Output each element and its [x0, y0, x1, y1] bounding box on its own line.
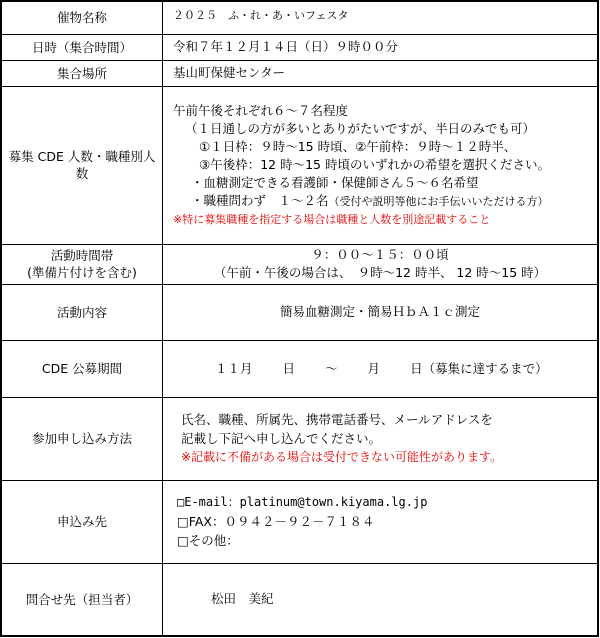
- datetime-value: 令和７年１２月１４日（日）９時００分: [163, 34, 599, 60]
- recruit-value: [163, 86, 599, 244]
- event-name-label: 催物名称: [1, 1, 163, 34]
- row-apply-to: [1, 480, 598, 563]
- apply-to-email: □E-mail：platinum@town.kiyama.lg.jp: [177, 495, 428, 509]
- recruit-label: [1, 86, 163, 244]
- datetime-label: 日時（集合時間）: [1, 34, 163, 60]
- recruit-label-line1: 募集 CDE 人数・職種別人: [8, 149, 156, 164]
- period-label: CDE 公募期間: [1, 340, 163, 397]
- period-tilde: ～: [325, 360, 338, 376]
- event-name-value: [163, 1, 599, 34]
- activity-time-label-line1: 活動時間帯: [50, 248, 114, 263]
- recruit-line-6-main: ・職種問わず １～２名: [191, 192, 329, 208]
- row-place: [1, 60, 598, 86]
- activity-time-label-line2: (準備片付けを含む): [27, 265, 137, 280]
- event-name-text: ２０２５ ふ・れ・あ・いフェスタ: [173, 9, 349, 22]
- period-month: １１月: [215, 360, 253, 376]
- apply-to-label: 申込み先: [1, 480, 163, 563]
- apply-method-line1: 氏名、職種、所属先、携帯電話番号、メールアドレスを: [181, 412, 493, 427]
- activity-label: 活動内容: [1, 284, 163, 340]
- activity-time-line2: （午前・午後の場合は、 ９時～12 時半、 12 時～15 時）: [213, 265, 547, 280]
- activity-time-label: [1, 244, 163, 284]
- apply-method-line2: 記載し下記へ申し込んでください。: [181, 431, 382, 446]
- period-value: [163, 340, 599, 397]
- apply-to-other: □その他：: [177, 533, 239, 548]
- row-apply-method: [1, 397, 598, 480]
- apply-method-label: 参加申し込み方法: [1, 397, 163, 480]
- place-label: 集合場所: [1, 60, 163, 86]
- recruit-line-2: （１日通しの方が多いとありがたいですが、半日のみでも可）: [185, 120, 536, 136]
- recruit-line-5: ・血糖測定できる看護師・保健師さん５～６名希望: [191, 174, 479, 190]
- activity-time-line1: ９：００～１５：００頃: [311, 247, 449, 262]
- period-day-unit-2: 日（募集に達するまで）: [410, 360, 548, 376]
- activity-time-value: [163, 244, 599, 284]
- activity-value: 簡易血糖測定・簡易ＨｂＡ１ｃ測定: [163, 284, 599, 340]
- period-day-unit: 日: [282, 360, 296, 376]
- place-value: 基山町保健センター: [163, 60, 599, 86]
- row-contact: [1, 563, 598, 636]
- row-datetime: [1, 34, 598, 60]
- recruit-line-6-note: （受付や説明等他にお手伝いいただける方）: [328, 194, 549, 208]
- apply-to-fax: □FAX：０９４２－９２－７１８４: [177, 514, 375, 529]
- period-month-unit: 月: [367, 360, 381, 376]
- row-event-name: [1, 1, 598, 34]
- contact-label: 問合せ先（担当者）: [1, 563, 163, 636]
- recruit-line-4: ③午後枠：12 時～15 時頃のいずれかの希望を選択ください。: [199, 156, 550, 172]
- apply-to-value: [163, 480, 599, 563]
- row-activity-time: [1, 244, 598, 284]
- recruit-line-3: ①１日枠：９時～15 時頃、②午前枠：９時～１２時半、: [199, 138, 517, 154]
- recruit-note: ※特に募集職種を指定する場合は職種と人数を別途記載すること: [173, 212, 491, 226]
- apply-method-value: [163, 397, 599, 480]
- row-activity: [1, 284, 598, 340]
- row-recruit: [1, 86, 598, 244]
- apply-method-note: ※記載に不備がある場合は受付できない可能性があります。: [181, 450, 503, 464]
- recruit-line-6: [173, 192, 597, 211]
- row-period: [1, 340, 598, 397]
- contact-value: 松田 美紀: [163, 563, 599, 636]
- recruit-label-line2: 数: [75, 166, 89, 181]
- recruit-line-1: 午前午後それぞれ６～７名程度: [173, 102, 349, 118]
